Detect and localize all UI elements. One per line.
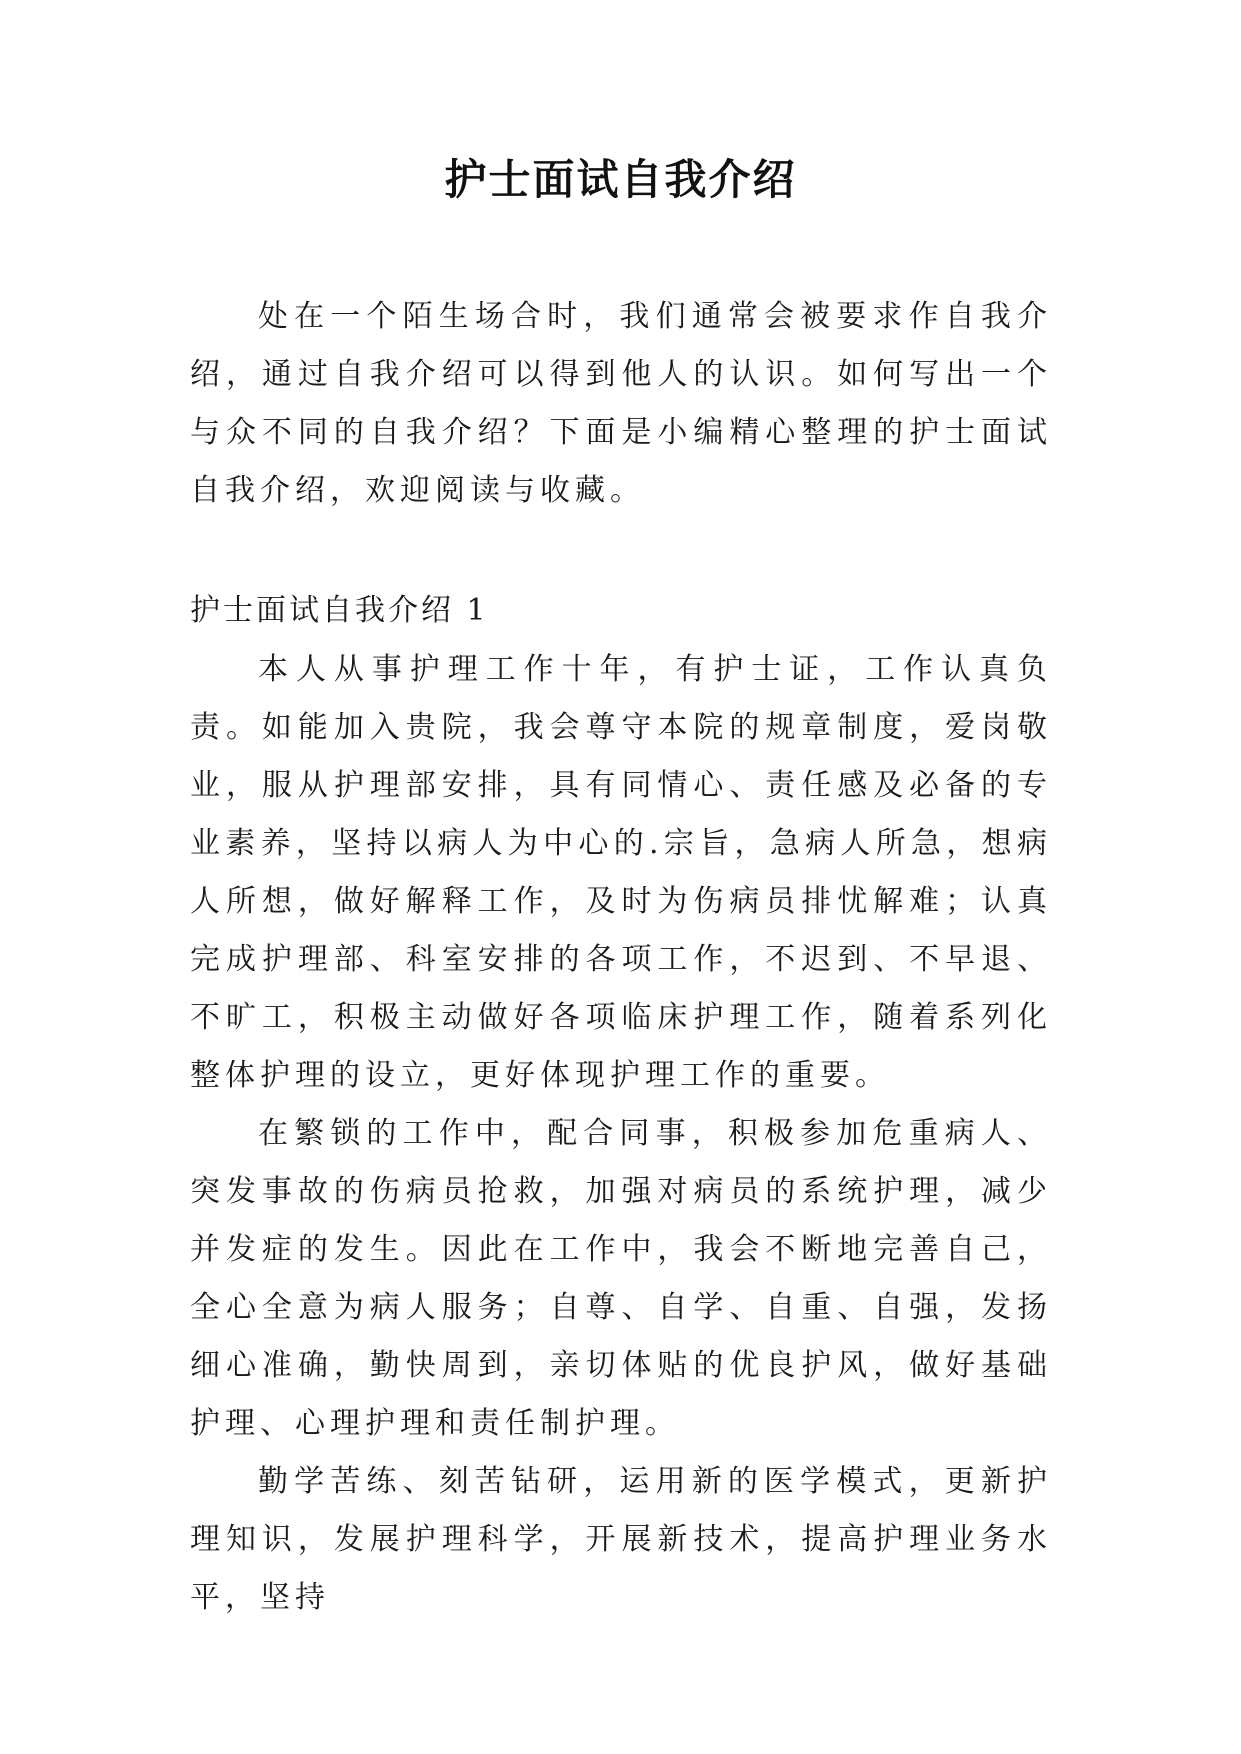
document-title: 护士面试自我介绍 — [444, 155, 797, 204]
section-heading: 护士面试自我介绍 1 — [190, 593, 489, 628]
body-paragraph: 勤学苦练、刻苦钻研，运用新的医学模式，更新护理知识，发展护理科学，开展新技术，提高护理业务水平，坚持 — [190, 1464, 1052, 1615]
body-paragraph: 本人从事护理工作十年，有护士证，工作认真负责。如能加入贵院，我会尊守本院的规章制度，爱岗敬业，服从护理部安排，具有同情心、责任感及必备的专业素养，坚持以病人为中心的.宗旨，急病人所急，想病人所想，做好解释工作，及时为伤病员排忧解难；认真完成护理部、科室安排的各项工作，不迟到、不早退、不旷工，积极主动做好各项临床护理工作，随着系列化整体护理的设立，更好体现护理工作的重要。 — [190, 652, 1052, 1093]
intro-paragraph: 处在一个陌生场合时，我们通常会被要求作自我介绍，通过自我介绍可以得到他人的认识。如何写出一个与众不同的自我介绍？下面是小编精心整理的护士面试自我介绍，欢迎阅读与收藏。 — [190, 299, 1052, 508]
body-paragraph: 在繁锁的工作中，配合同事，积极参加危重病人、突发事故的伤病员抢救，加强对病员的系统护理，减少并发症的发生。因此在工作中，我会不断地完善自己，全心全意为病人服务；自尊、自学、自重、自强，发扬细心准确，勤快周到，亲切体贴的优良护风，做好基础护理、心理护理和责任制护理。 — [190, 1116, 1052, 1441]
